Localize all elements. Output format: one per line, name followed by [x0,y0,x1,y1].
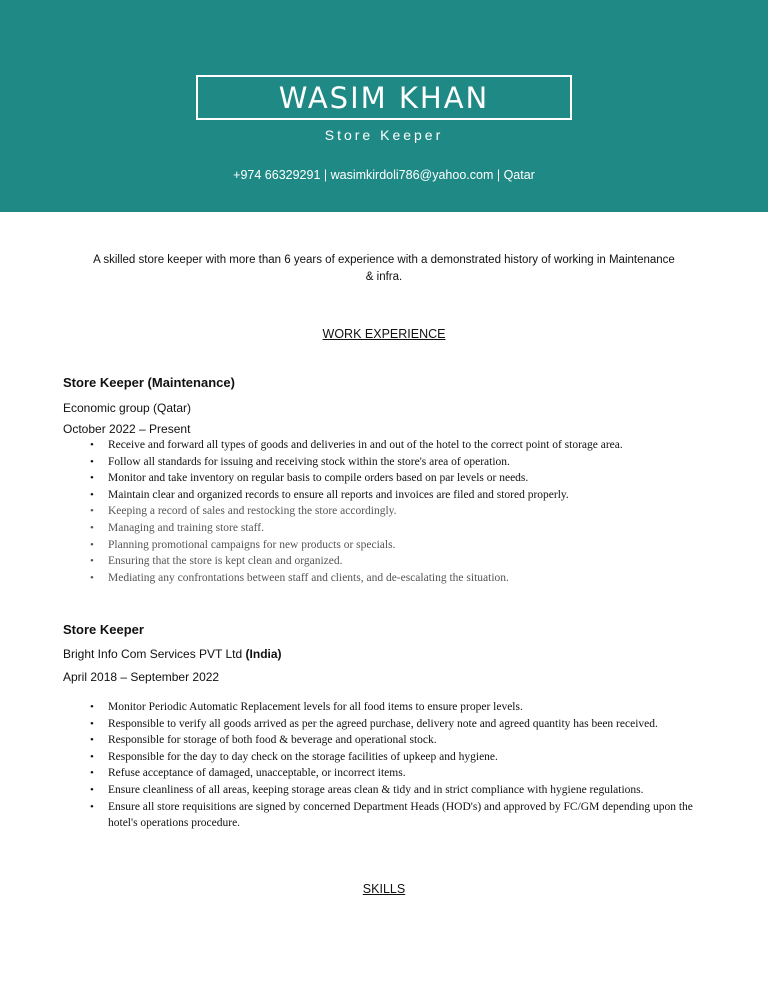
list-item: • Responsible for storage of both food & beverage and operational stock. [90,732,704,749]
list-item: • Receive and forward all types of goods and deliveries in and out of the hotel to the correct point of storage area. [90,437,704,454]
job-company [63,647,282,661]
list-item: • Keeping a record of sales and restocking the store accordingly. [90,503,704,520]
separator: | [493,168,504,182]
job-dates: October 2022 – Present [63,422,191,436]
job-company: Economic group (Qatar) [63,401,192,415]
location: Qatar [503,168,535,182]
job-dates: April 2018 – September 2022 [63,670,220,684]
job-duties-list [90,699,704,832]
list-item: • Ensure cleanliness of all areas, keeping storage areas clean & tidy and in strict compliance with hygiene regulations. [90,782,704,799]
phone-number: +974 66329291 [233,168,321,182]
company-name: Bright Info Com Services PVT Ltd [63,647,243,661]
candidate-role: Store Keeper [324,127,444,143]
summary-text: A skilled store keeper with more than 6 years of experience with a demonstrated history of working in Maintenance & infra. [93,254,675,283]
company-country: (India) [245,647,282,661]
candidate-name: WASIM KHAN [278,80,490,115]
list-item: • Responsible to verify all goods arrived as per the agreed purchase, delivery note and agreed quantity has been received. [90,716,704,733]
name-box [196,75,572,120]
resume-header [0,0,768,212]
list-item: • Planning promotional campaigns for new products or specials. [90,537,704,554]
list-item: • Responsible for the day to day check on the storage facilities of upkeep and hygiene. [90,749,704,766]
list-item: • Maintain clear and organized records to ensure all reports and invoices are filed and stored properly. [90,487,704,504]
job-duties-list [90,437,704,586]
section-title-work-experience: WORK EXPERIENCE [322,327,446,341]
job-title: Store Keeper [63,622,144,637]
list-item: • Monitor Periodic Automatic Replacement levels for all food items to ensure proper levels. [90,699,704,716]
list-item: • Ensuring that the store is kept clean and organized. [90,553,704,570]
list-item: • Follow all standards for issuing and receiving stock within the store's area of operation. [90,454,704,471]
list-item: • Managing and training store staff. [90,520,704,537]
separator: | [320,168,331,182]
list-item: • Ensure all store requisitions are signed by concerned Department Heads (HOD's) and approved by FC/GM depending upon the hotel's operations procedure. [90,799,704,832]
email-address: wasimkirdoli786@yahoo.com [330,168,494,182]
job-title: Store Keeper (Maintenance) [63,375,235,390]
contact-line [0,168,768,182]
list-item: • Refuse acceptance of damaged, unacceptable, or incorrect items. [90,765,704,782]
list-item: • Monitor and take inventory on regular basis to compile orders based on par levels or needs. [90,470,704,487]
list-item: • Mediating any confrontations between staff and clients, and de-escalating the situation. [90,570,704,587]
section-title-skills: SKILLS [362,882,406,896]
